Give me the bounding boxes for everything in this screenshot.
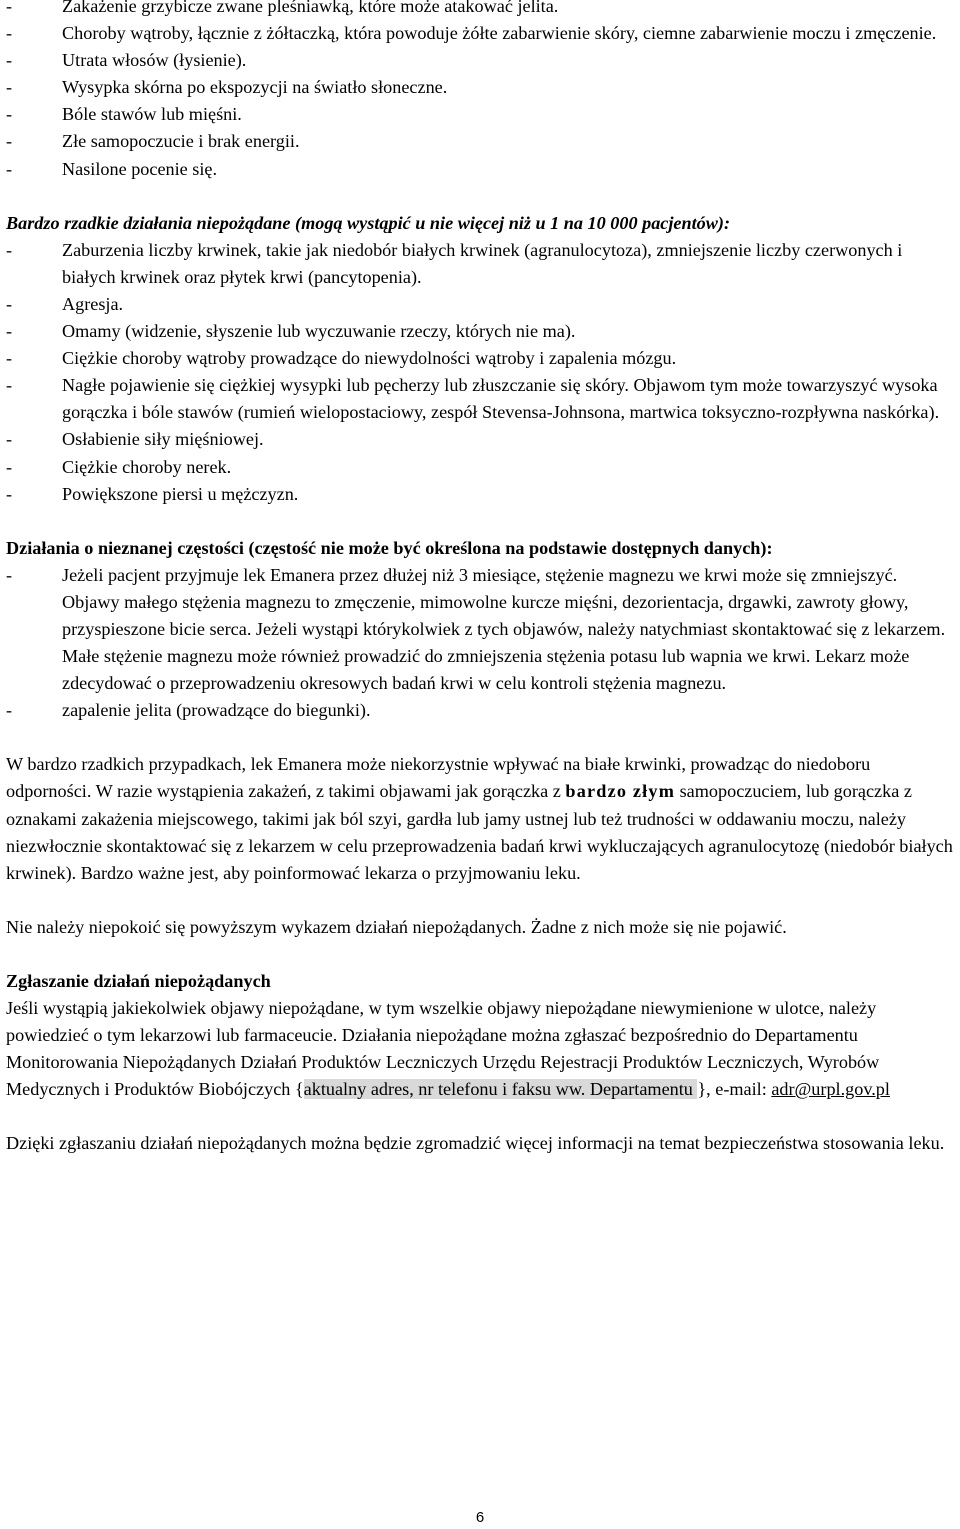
list-item — [6, 318, 958, 345]
unknown-frequency-section — [6, 535, 958, 725]
list-dash: - — [6, 0, 13, 16]
list-dash: - — [6, 104, 13, 125]
email-prefix: }, e-mail: — [697, 1079, 772, 1100]
list-item — [6, 426, 958, 453]
list-item — [6, 0, 958, 20]
list-dash: - — [6, 375, 13, 396]
rare-cases-text-2: samopoczuciem, lub gorączka z oznakami zakażenia miejscowego, takimi jak ból szyi, gardła lub jamy ustnej lub też trudności w oddawaniu moczu, należy niezwłocznie skontaktować się z lekarzem w celu przeprowadzenia badań krwi wykluczających agranulocytozę (niedobór białych krwinek). Bardzo ważne jest, aby poinformować lekarza o przyjmowaniu leku. — [6, 781, 953, 883]
list-item-text: Choroby wątroby, łącznie z żółtaczką, która powoduje żółte zabarwienie skóry, ciemne zabarwienie moczu i zmęczenie. — [62, 23, 937, 44]
list-item — [6, 454, 958, 481]
list-item — [6, 128, 958, 155]
side-effects-list-top — [6, 0, 958, 183]
list-dash: - — [6, 429, 13, 450]
list-dash: - — [6, 50, 13, 71]
list-item — [6, 237, 958, 291]
very-rare-list — [6, 237, 958, 508]
thanks-paragraph: Dzięki zgłaszaniu działań niepożądanych można będzie zgromadzić więcej informacji na temat bezpieczeństwa stosowania leku. — [6, 1133, 945, 1154]
list-item-text: Ciężkie choroby wątroby prowadzące do niewydolności wątroby i zapalenia mózgu. — [62, 348, 677, 369]
list-item — [6, 291, 958, 318]
list-dash: - — [6, 564, 13, 585]
list-item-text: Zakażenie grzybicze zwane pleśniawką, które może atakować jelita. — [62, 0, 559, 16]
list-item — [6, 20, 958, 47]
list-dash: - — [6, 700, 13, 721]
very-rare-section — [6, 210, 958, 508]
rare-cases-text-1: W bardzo rzadkich przypadkach, lek Emanera może niekorzystnie wpływać na białe krwinki, prowadząc do niedoboru odporności. W razie wystąpienia zakażeń, z takimi objawami jak gorączka z — [6, 754, 871, 802]
unknown-frequency-heading: Działania o nieznanej częstości (częstość nie może być określona na podstawie dostępnych danych): — [6, 537, 773, 558]
brace-open: { — [294, 1079, 304, 1100]
reporting-heading: Zgłaszanie działań niepożądanych — [6, 970, 271, 991]
list-item-text: Utrata włosów (łysienie). — [62, 50, 247, 71]
list-item — [6, 47, 958, 74]
list-item-text: Osłabienie siły mięśniowej. — [62, 429, 264, 450]
list-item-text: Wysypka skórna po ekspozycji na światło słoneczne. — [62, 77, 448, 98]
rare-cases-bold: bardzo złym — [565, 781, 676, 802]
list-dash: - — [6, 348, 13, 369]
list-item-text: Nagłe pojawienie się ciężkiej wysypki lub pęcherzy lub złuszczanie się skóry. Objawom tym może towarzyszyć wysoka gorączka i bóle stawów (rumień wielopostaciowy, zespół Stevensa-Johnsona, martwica toksyczno-rozpływna naskórka). — [62, 375, 940, 423]
reassurance-paragraph: Nie należy niepokoić się powyższym wykazem działań niepożądanych. Żadne z nich może się nie pojawić. — [6, 916, 787, 937]
address-placeholder: aktualny adres, nr telefonu i faksu ww. Departamentu — [303, 1079, 698, 1100]
list-dash: - — [6, 131, 13, 152]
list-dash: - — [6, 456, 13, 477]
very-rare-heading: Bardzo rzadkie działania niepożądane (mogą wystąpić u nie więcej niż u 1 na 10 000 pacjentów): — [6, 212, 731, 233]
list-item-text: Nasilone pocenie się. — [62, 158, 218, 179]
list-item-text: Omamy (widzenie, słyszenie lub wyczuwanie rzeczy, których nie ma). — [62, 321, 576, 342]
list-item-text: Jeżeli pacjent przyjmuje lek Emanera przez dłużej niż 3 miesiące, stężenie magnezu we krwi może się zmniejszyć. Objawy małego stężenia magnezu to zmęczenie, mimowolne kurcze mięśni, dezorientacja, drgawki, zawroty głowy, przyspieszone bicie serca. Jeżeli wystąpi którykolwiek z tych objawów, należy natychmiast skontaktować się z lekarzem. Małe stężenie magnezu może również prowadzić do zmniejszenia stężenia potasu lub wapnia we krwi. Lekarz może zdecydować o przeprowadzeniu okresowych badań krwi w celu kontroli stężenia magnezu. — [62, 564, 946, 694]
page-number: 6 — [475, 1509, 485, 1526]
reporting-paragraph — [6, 995, 958, 1103]
list-item — [6, 697, 958, 724]
list-item — [6, 481, 958, 508]
list-dash: - — [6, 293, 13, 314]
list-dash: - — [6, 158, 13, 179]
list-item — [6, 101, 958, 128]
list-item-text: Agresja. — [62, 293, 124, 314]
list-dash: - — [6, 321, 13, 342]
list-dash: - — [6, 239, 13, 260]
list-item — [6, 156, 958, 183]
list-dash: - — [6, 23, 13, 44]
list-dash: - — [6, 77, 13, 98]
document-page — [6, 0, 958, 1157]
reporting-section — [6, 968, 958, 1103]
rare-cases-paragraph — [6, 751, 958, 886]
list-item — [6, 74, 958, 101]
list-item — [6, 562, 958, 697]
list-item — [6, 372, 958, 426]
list-item-text: Bóle stawów lub mięśni. — [62, 104, 242, 125]
list-item-text: Powiększone piersi u mężczyzn. — [62, 483, 299, 504]
list-item — [6, 345, 958, 372]
unknown-frequency-list — [6, 562, 958, 725]
list-item-text: zapalenie jelita (prowadzące do biegunki). — [62, 700, 371, 721]
email-link[interactable]: adr@urpl.gov.pl — [771, 1079, 890, 1100]
reporting-text: Jeśli wystąpią jakiekolwiek objawy niepożądane, w tym wszelkie objawy niepożądane niewymienione w ulotce, należy powiedzieć o tym lekarzowi lub farmaceucie. Działania niepożądane można zgłaszać bezpośrednio do Departamentu Monitorowania Niepożądanych Działań Produktów Leczniczych Urzędu Rejestracji Produktów Leczniczych, Wyrobów Medycznych i Produktów Biobójczych — [6, 998, 880, 1100]
list-item-text: Złe samopoczucie i brak energii. — [62, 131, 300, 152]
list-dash: - — [6, 483, 13, 504]
list-item-text: Ciężkie choroby nerek. — [62, 456, 232, 477]
list-item-text: Zaburzenia liczby krwinek, takie jak niedobór białych krwinek (agranulocytoza), zmniejszenie liczby czerwonych i białych krwinek oraz płytek krwi (pancytopenia). — [62, 239, 903, 287]
